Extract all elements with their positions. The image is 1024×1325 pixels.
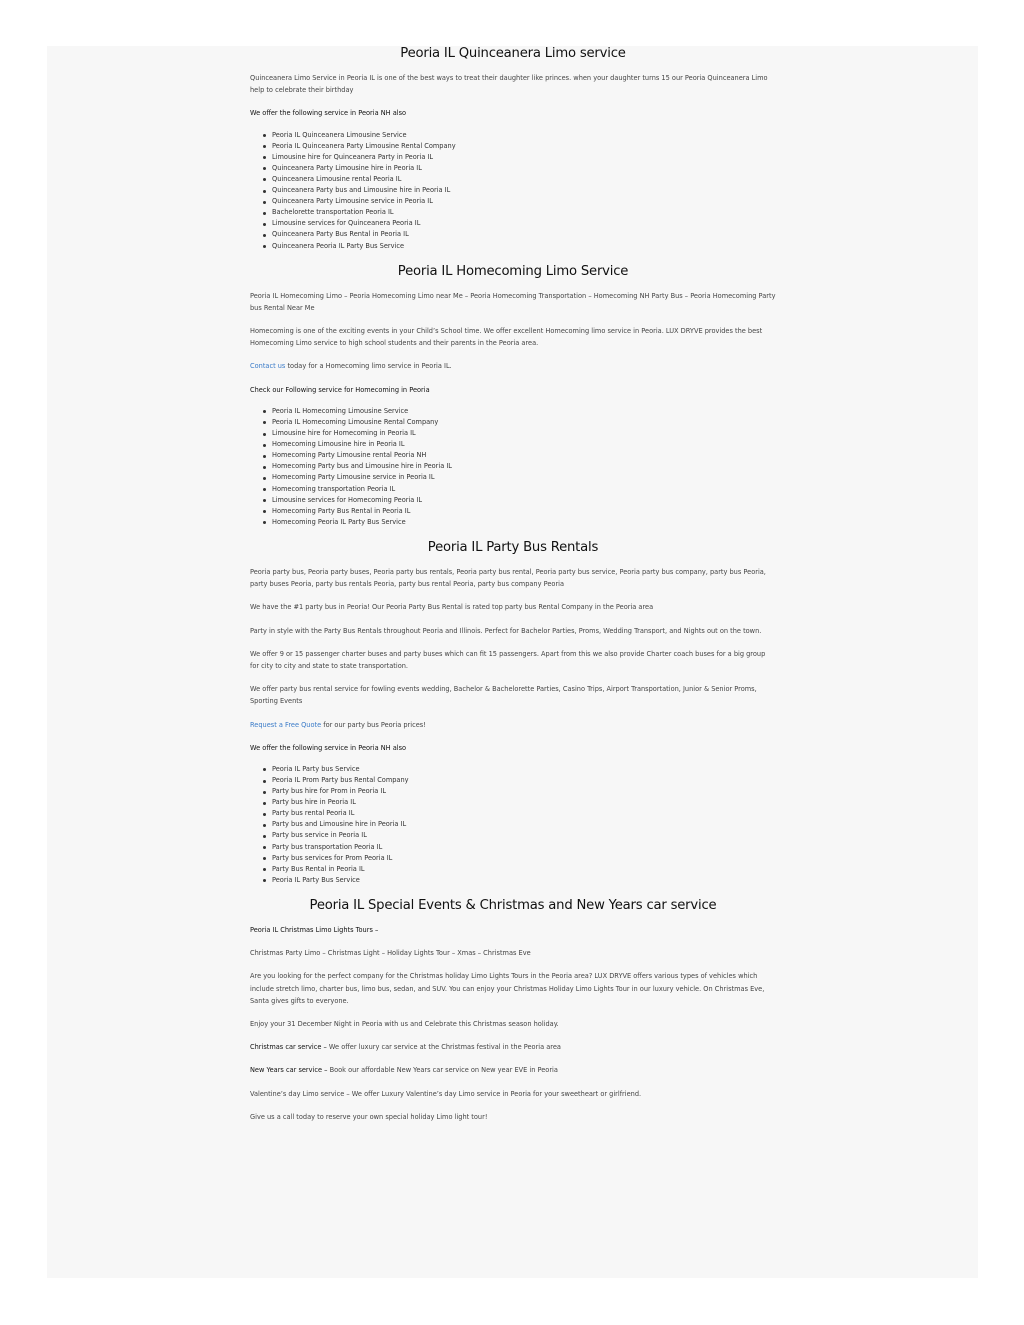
list-item: Peoria IL Prom Party bus Rental Company bbox=[272, 775, 776, 786]
party-bus-heading: Peoria IL Party Bus Rentals bbox=[427, 539, 599, 555]
list-item: Party bus service in Peoria IL bbox=[272, 830, 776, 841]
special-events-heading: Peoria IL Special Events & Christmas and New Years car service bbox=[309, 897, 717, 913]
quinceanera-intro: Quinceanera Limo Service in Peoria IL is one of the best ways to treat their daughter like princes. when your daughter turns 15 our Peoria Quinceanera Limo help to celebrate their birthday bbox=[250, 74, 768, 95]
party-bus-paragraph-3: Party in style with the Party Bus Rentals throughout Peoria and Illinois. Perfect for Bachelor Parties, Proms, Wedding Transport, and Nights out on the town. bbox=[250, 626, 762, 635]
list-item: Quinceanera Party Bus Rental in Peoria IL bbox=[272, 229, 776, 240]
homecoming-paragraph-2: Homecoming is one of the exciting events in your Child’s School time. We offer excellent Homecoming limo service in Peoria. LUX DRYVE provides the best Homecoming Limo service to high school students and their parents in the Peoria area. bbox=[250, 327, 763, 348]
party-bus-paragraph-4: We offer 9 or 15 passenger charter buses and party buses which can fit 15 passengers. Apart from this we also provide Charter coach buses for a big group for city to city and state to state transportation. bbox=[250, 649, 766, 670]
christmas-car-service-text: We offer luxury car service at the Christmas festival in the Peoria area bbox=[326, 1043, 561, 1052]
list-item: Homecoming Party Bus Rental in Peoria IL bbox=[272, 506, 776, 517]
request-quote-link[interactable]: Request a Free Quote bbox=[250, 720, 322, 729]
list-item: Peoria IL Party Bus Service bbox=[272, 875, 776, 886]
quinceanera-heading: Peoria IL Quinceanera Limo service bbox=[400, 46, 626, 61]
list-item: Peoria IL Quinceanera Limousine Service bbox=[272, 130, 776, 141]
list-item: Peoria IL Homecoming Limousine Rental Company bbox=[272, 417, 776, 428]
list-item: Quinceanera Limousine rental Peoria IL bbox=[272, 174, 776, 185]
list-item: Peoria IL Homecoming Limousine Service bbox=[272, 406, 776, 417]
special-paragraph-4: Valentine’s day Limo service – We offer Luxury Valentine’s day Limo service in Peoria for your sweetheart or girlfriend. bbox=[250, 1089, 642, 1098]
list-item: Quinceanera Party bus and Limousine hire in Peoria IL bbox=[272, 185, 776, 196]
party-bus-paragraph-5: We offer party bus rental service for fowling events wedding, Bachelor & Bachelorette Parties, Casino Trips, Airport Transportation, Junior & Senior Proms, Sporting Events bbox=[250, 685, 757, 706]
list-item: Peoria IL Party bus Service bbox=[272, 764, 776, 775]
list-item: Homecoming Peoria IL Party Bus Service bbox=[272, 517, 776, 528]
special-paragraph-3: Enjoy your 31 December Night in Peoria with us and Celebrate this Christmas season holiday. bbox=[250, 1019, 559, 1028]
homecoming-contact-line bbox=[250, 360, 776, 372]
list-item: Limousine services for Quinceanera Peoria IL bbox=[272, 218, 776, 229]
christmas-car-service-line bbox=[250, 1041, 776, 1053]
homecoming-heading: Peoria IL Homecoming Limo Service bbox=[397, 263, 629, 279]
christmas-car-service-label: Christmas car service – bbox=[250, 1043, 327, 1052]
quote-line-text: for our party bus Peoria prices! bbox=[321, 720, 426, 729]
list-item: Party bus hire in Peoria IL bbox=[272, 797, 776, 808]
party-bus-paragraph-1: Peoria party bus, Peoria party buses, Peoria party bus rentals, Peoria party bus rental, Peoria party bus service, Peoria party bus company, party bus Peoria, party buses Peoria, party bus rentals Peoria, party bus rental Peoria, party bus company Peoria bbox=[250, 567, 766, 589]
list-item: Homecoming Party bus and Limousine hire in Peoria IL bbox=[272, 461, 776, 472]
list-item: Homecoming Party Limousine service in Peoria IL bbox=[272, 472, 776, 483]
homecoming-paragraph-1: Peoria IL Homecoming Limo – Peoria Homecoming Limo near Me – Peoria Homecoming Transportation – Homecoming NH Party Bus – Peoria Homecoming Party bus Rental Near Me bbox=[250, 291, 776, 312]
list-item: Party bus and Limousine hire in Peoria IL bbox=[272, 819, 776, 830]
list-item: Bachelorette transportation Peoria IL bbox=[272, 207, 776, 218]
homecoming-list-heading: Check our Following service for Homecoming in Peoria bbox=[250, 385, 430, 394]
list-item: Homecoming transportation Peoria IL bbox=[272, 484, 776, 495]
special-paragraph-2: Are you looking for the perfect company for the Christmas holiday Limo Lights Tours in the Peoria area? LUX DRYVE offers various types of vehicles which include stretch limo, charter bus, limo bus, sedan, and SUV. You can enjoy your Christmas Holiday Limo Lights Tour in our luxury vehicle. On Christmas Eve, Santa gives gifts to everyone. bbox=[250, 972, 765, 1005]
list-item: Quinceanera Party Limousine hire in Peoria IL bbox=[272, 163, 776, 174]
list-item: Peoria IL Quinceanera Party Limousine Rental Company bbox=[272, 141, 776, 152]
new-years-car-service-line bbox=[250, 1064, 776, 1076]
contact-line-text: today for a Homecoming limo service in Peoria IL. bbox=[285, 362, 452, 371]
list-item: Quinceanera Peoria IL Party Bus Service bbox=[272, 241, 776, 252]
list-item: Party bus services for Prom Peoria IL bbox=[272, 853, 776, 864]
article-content bbox=[250, 46, 776, 1123]
homecoming-service-list bbox=[250, 406, 776, 528]
party-bus-paragraph-2: We have the #1 party bus in Peoria! Our Peoria Party Bus Rental is rated top party bus Rental Company in the Peoria area bbox=[250, 603, 654, 612]
list-item: Limousine hire for Homecoming in Peoria IL bbox=[272, 428, 776, 439]
special-paragraph-1: Christmas Party Limo – Christmas Light – Holiday Lights Tour – Xmas – Christmas Eve bbox=[250, 949, 531, 958]
list-item: Limousine hire for Quinceanera Party in Peoria IL bbox=[272, 152, 776, 163]
list-item: Party Bus Rental in Peoria IL bbox=[272, 864, 776, 875]
quinceanera-service-list bbox=[250, 130, 776, 252]
quinceanera-list-heading: We offer the following service in Peoria NH also bbox=[250, 109, 407, 118]
christmas-tours-heading: Peoria IL Christmas Limo Lights Tours – bbox=[250, 925, 379, 934]
party-bus-list-heading: We offer the following service in Peoria NH also bbox=[250, 743, 407, 752]
party-bus-quote-line bbox=[250, 719, 776, 731]
list-item: Party bus rental Peoria IL bbox=[272, 808, 776, 819]
list-item: Party bus hire for Prom in Peoria IL bbox=[272, 786, 776, 797]
new-years-car-service-text: Book our affordable New Years car service on New year EVE in Peoria bbox=[327, 1066, 558, 1075]
party-bus-service-list bbox=[250, 764, 776, 886]
special-paragraph-5: Give us a call today to reserve your own special holiday Limo light tour! bbox=[250, 1112, 488, 1121]
contact-us-link[interactable]: Contact us bbox=[250, 362, 286, 371]
list-item: Homecoming Party Limousine rental Peoria NH bbox=[272, 450, 776, 461]
new-years-car-service-label: New Years car service – bbox=[250, 1066, 328, 1075]
list-item: Limousine services for Homecoming Peoria IL bbox=[272, 495, 776, 506]
list-item: Quinceanera Party Limousine service in Peoria IL bbox=[272, 196, 776, 207]
list-item: Party bus transportation Peoria IL bbox=[272, 842, 776, 853]
list-item: Homecoming Limousine hire in Peoria IL bbox=[272, 439, 776, 450]
